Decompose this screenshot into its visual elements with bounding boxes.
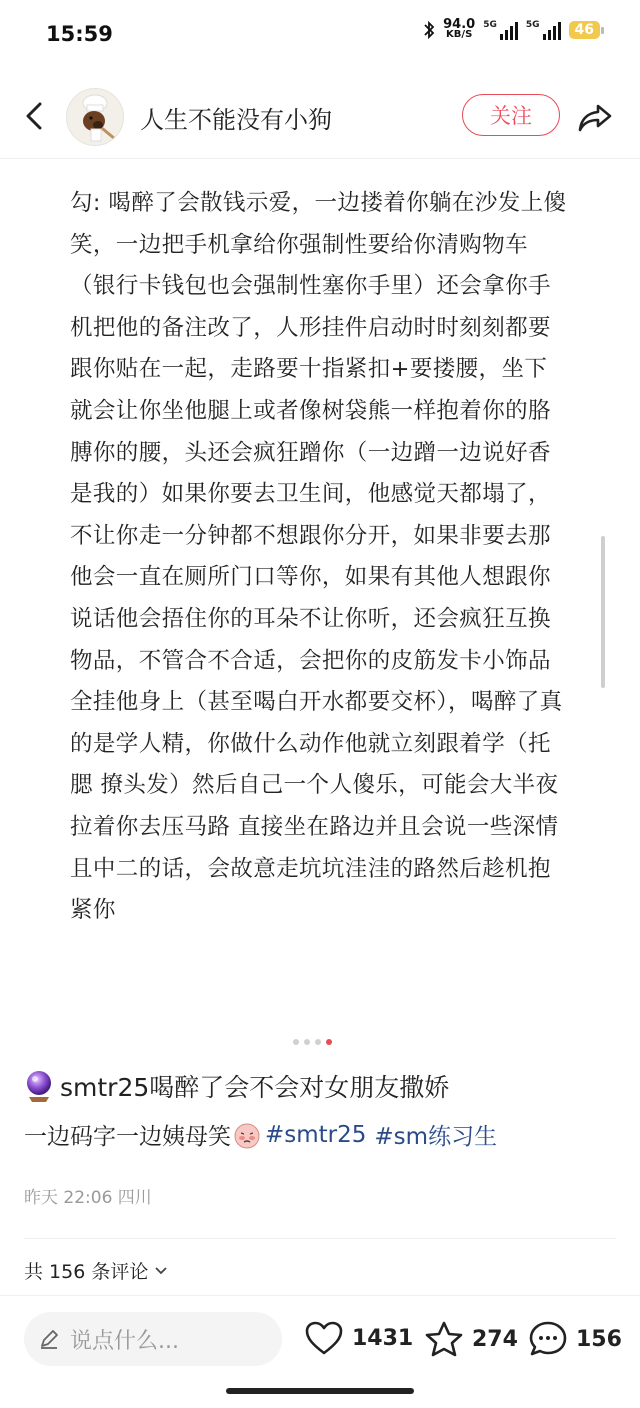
divider bbox=[24, 1238, 616, 1239]
carousel-indicator bbox=[293, 1039, 332, 1045]
post-header bbox=[0, 74, 640, 159]
crystal-ball-icon bbox=[24, 1069, 54, 1103]
comment-input[interactable] bbox=[24, 1312, 282, 1366]
status-time: 15:59 bbox=[46, 22, 113, 46]
network-speed: 94.0 KB/S bbox=[443, 17, 476, 40]
status-bar bbox=[0, 0, 640, 72]
follow-button[interactable]: 关注 bbox=[462, 94, 560, 136]
heart-icon bbox=[304, 1320, 344, 1356]
carousel-dot[interactable] bbox=[304, 1039, 310, 1045]
scrollbar[interactable] bbox=[601, 536, 605, 688]
avatar[interactable] bbox=[66, 88, 124, 146]
carousel-dot[interactable] bbox=[293, 1039, 299, 1045]
favorite-count: 274 bbox=[472, 1326, 518, 1352]
post-title bbox=[24, 1068, 449, 1104]
comments-count-label: 共 156 条评论 bbox=[24, 1261, 149, 1283]
chef-dog-avatar-icon bbox=[67, 89, 123, 145]
signal-icon: 5G bbox=[526, 20, 561, 40]
post-meta: 昨天 22:06 四川 bbox=[24, 1188, 152, 1208]
author-name[interactable]: 人生不能没有小狗 bbox=[140, 106, 332, 134]
favorite-button[interactable] bbox=[424, 1320, 518, 1358]
status-icons bbox=[423, 17, 600, 40]
like-count: 1431 bbox=[352, 1325, 414, 1351]
signal-icon: 5G bbox=[483, 20, 518, 40]
hashtag-link[interactable]: #sm练习生 bbox=[374, 1124, 498, 1150]
hashtag-link[interactable]: #smtr25 bbox=[265, 1121, 367, 1148]
star-icon bbox=[424, 1320, 464, 1358]
bluetooth-icon bbox=[423, 20, 435, 40]
shy-face-emoji-icon bbox=[233, 1121, 261, 1149]
comment-button[interactable] bbox=[528, 1320, 622, 1358]
carousel-dot[interactable] bbox=[315, 1039, 321, 1045]
battery-icon: 46 bbox=[569, 21, 600, 39]
comments-count-toggle[interactable] bbox=[24, 1257, 168, 1284]
comment-bubble-icon bbox=[528, 1320, 568, 1358]
tagline-text: 一边码字一边姨母笑 bbox=[24, 1124, 231, 1150]
post-body-text: 勾: 喝醉了会散钱示爱，一边搂着你躺在沙发上傻笑，一边把手机拿给你强制性要给你清购物车（银行卡钱包也会强制性塞你手里）还会拿你手机把他的备注改了，人形挂件启动时时刻刻都要跟你贴在一起，走路要十指紧扣+要搂腰，坐下就会让你坐他腿上或者像树袋熊一样抱着你的胳膊你的腰，头还会疯狂蹭你（一边蹭一边说好香 是我的）如果你要去卫生间，他感觉天都塌了，不让你走一分钟都不想跟你分开，如果非要去那他会一直在厕所门口等你，如果有其他人想跟你说话他会捂住你的耳朵不让你听，还会疯狂互换物品，不管合不合适，会把你的皮筋发卡小饰品全挂他身上（甚至喝白开水都要交杯），喝醉了真的是学人精，你做什么动作他就立刻跟着学（托腮 撩头发）然后自己一个人傻乐，可能会大半夜拉着你去压马路 直接坐在路边并且会说一些深情且中二的话，会故意走坑坑洼洼的路然后趁机抱紧你 bbox=[70, 190, 567, 924]
comment-count: 156 bbox=[576, 1326, 622, 1352]
back-arrow-icon[interactable] bbox=[20, 96, 50, 136]
post-title-text: smtr25喝醉了会不会对女朋友撒娇 bbox=[60, 1073, 450, 1102]
like-button[interactable] bbox=[304, 1320, 413, 1356]
pencil-icon bbox=[38, 1328, 60, 1350]
chevron-down-icon bbox=[154, 1266, 168, 1276]
comment-input-placeholder: 说点什么... bbox=[70, 1328, 179, 1354]
home-indicator[interactable] bbox=[226, 1388, 414, 1394]
carousel-dot-active[interactable] bbox=[326, 1039, 332, 1045]
share-icon[interactable] bbox=[576, 98, 614, 136]
post-tagline bbox=[24, 1118, 497, 1151]
